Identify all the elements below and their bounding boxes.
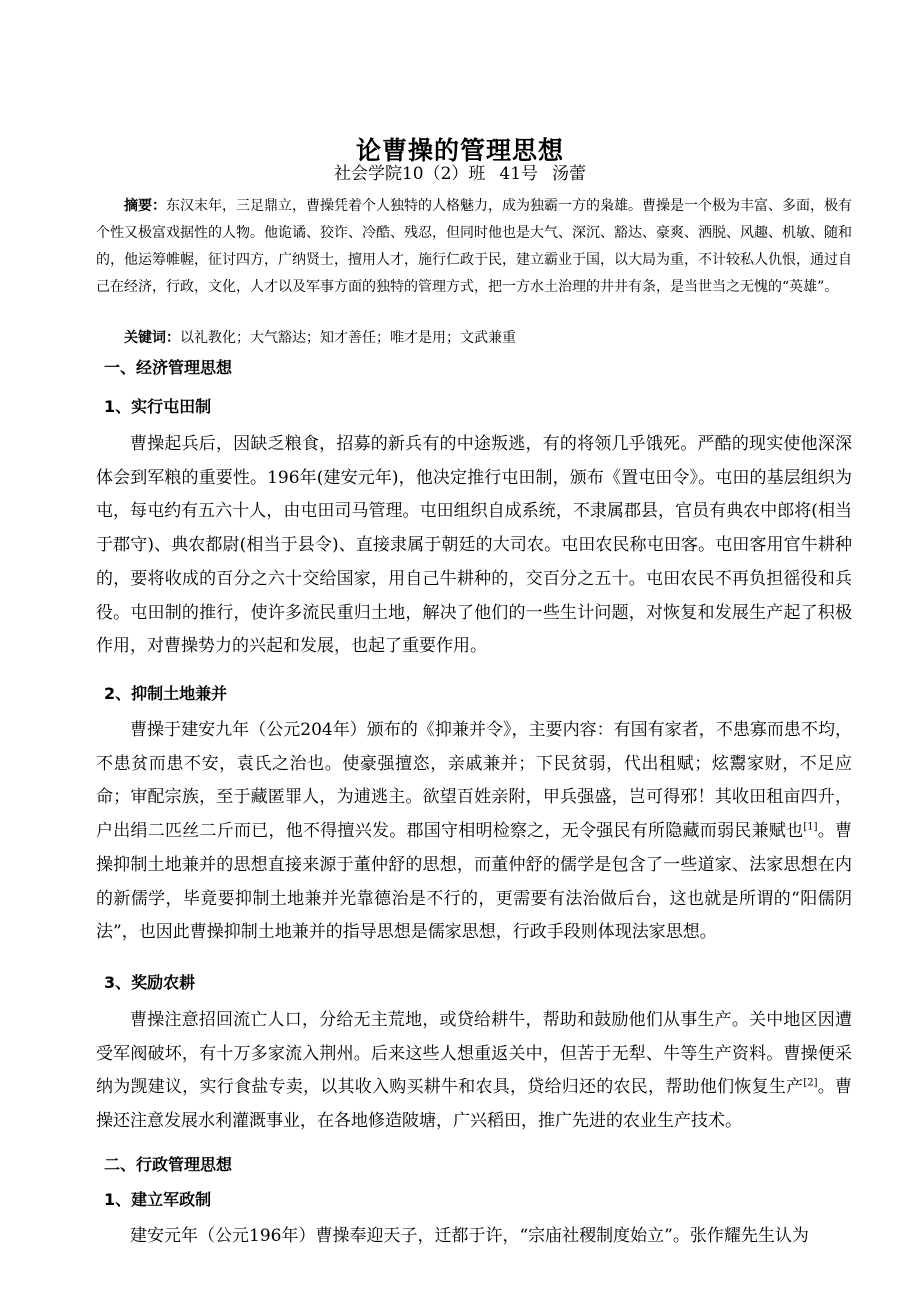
author-department: 社会学院10（2）班 — [333, 164, 486, 184]
subheading-military-government: 1、建立军政制 — [104, 1190, 212, 1209]
abstract-text: 东汉末年，三足鼎立，曹操凭着个人独特的人格魅力，成为独霸一方的枭雄。曹操是一个极为丰富、多面，极有个性又极富戏据性的人物。他诡谲、狡诈、冷酷、残忍，但同时他也是大气、深沉、豁达、豪爽、洒脱、风趣、机敏、随和的，他运筹帷幄，征讨四方，广纳贤士，擅用人才，施行仁政于民，建立霸业于国，以大局为重，不计较私人仇恨，通过自己在经济，行政，文化，人才以及军事方面的独特的管理方式，把一方水土治理的井井有条，是当世当之无愧的“英雄”。 — [96, 198, 852, 295]
footnote-ref-1[interactable]: [1] — [803, 821, 818, 833]
subheading-agriculture: 3、奖励农耕 — [104, 973, 196, 992]
keywords — [96, 325, 852, 352]
paragraph-land-annexation-part1: 曹操于建安九年（公元204年）颁布的《抑兼并令》，主要内容：有国有家者，不患寡而患不均，不患贫而患不安，袁氏之治也。使豪强擅恣，亲戚兼并；下民贫弱，代出租赋；炫鬻家财，不足应命；审配宗族，至于藏匿罪人，为逋逃主。欲望百姓亲附，甲兵强盛，岂可得邪！其收田租亩四升，户出绢二匹丝二斤而已，他不得擅兴发。郡国守相明检察之，无令强民有所隐藏而弱民兼赋也 — [96, 720, 852, 842]
section-heading-administrative: 二、行政管理思想 — [104, 1155, 233, 1174]
abstract — [96, 193, 852, 301]
paragraph-military-government: 建安元年（公元196年）曹操奉迎天子，迁都于许，“宗庙社稷制度始立”。张作耀先生认为 — [130, 1226, 809, 1246]
subheading-land-annexation: 2、抑制土地兼并 — [104, 684, 228, 703]
keywords-text: 以礼教化；大气豁达；知才善任；唯才是用；文武兼重 — [180, 330, 516, 346]
abstract-label: 摘要： — [124, 198, 166, 214]
author-line — [0, 160, 920, 188]
subheading-tuntian: 1、实行屯田制 — [104, 397, 212, 416]
paragraph-agriculture-part1: 曹操注意招回流亡人口，分给无主荒地，或贷给耕牛，帮助和鼓励他们从事生产。关中地区因遭受军阀破坏，有十万多家流入荆州。后来这些人想重返关中，但苦于无犁、牛等生产资料。曹操便采纳为觊建议，实行食盐专卖，以其收入购买耕牛和农具，贷给归还的农民，帮助他们恢复生产 — [96, 1010, 852, 1098]
document-title: 论曹操的管理思想 — [355, 135, 564, 165]
author-name: 汤蕾 — [552, 164, 587, 184]
author-number: 41号 — [499, 164, 539, 184]
section-heading-economic: 一、经济管理思想 — [104, 358, 233, 377]
footnote-ref-2[interactable]: [2] — [803, 1077, 818, 1089]
paragraph-land-annexation — [96, 714, 852, 950]
keywords-label: 关键词： — [124, 330, 180, 346]
paragraph-agriculture — [96, 1004, 852, 1139]
paragraph-tuntian: 曹操起兵后，因缺乏粮食，招募的新兵有的中途叛逃，有的将领几乎饿死。严酷的现实使他深深体会到军粮的重要性。196年(建安元年)，他决定推行屯田制，颁布《置屯田令》。屯田的基层组织为屯，每屯约有五六十人，由屯田司马管理。屯田组织自成系统，不隶属郡县，官员有典农中郎将(相当于郡守)、典农都尉(相当于县令)、直接隶属于朝廷的大司农。屯田农民称屯田客。屯田客用官牛耕种的，要将收成的百分之六十交给国家，用自己牛耕种的，交百分之五十。屯田农民不再负担徭役和兵役。屯田制的推行，使许多流民重归土地，解决了他们的一些生计问题，对恢复和发展生产起了积极作用，对曹操势力的兴起和发展，也起了重要作用。 — [96, 434, 852, 657]
paragraph-agriculture-part2: 。曹操还注意发展水利灌溉事业，在各地修造陂塘，广兴稻田，推广先进的农业生产技术。 — [96, 1077, 853, 1132]
paragraph-land-annexation-part2: 。曹操抑制土地兼并的思想直接来源于董仲舒的思想，而董仲舒的儒学是包含了一些道家、法家思想在内的新儒学，毕竟要抑制土地兼并光靠德治是不行的，更需要有法治做后台，这也就是所谓的“阳儒阴法”，也因此曹操抑制土地兼并的指导思想是儒家思想，行政手段则体现法家思想。 — [96, 821, 853, 943]
